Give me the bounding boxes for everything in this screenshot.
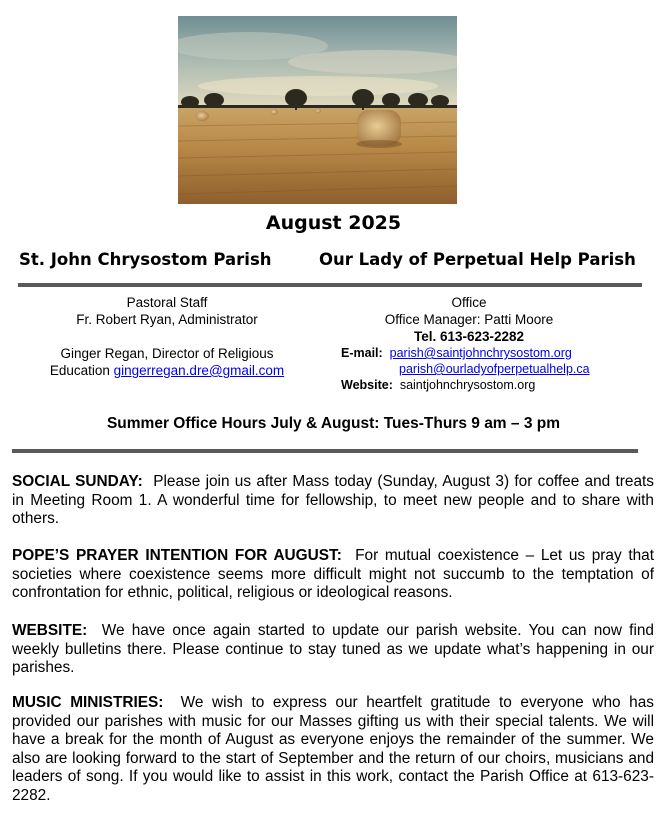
staff-dre-line2	[12, 362, 322, 379]
email-link-st-john[interactable]: parish@saintjohnchrysostom.org	[389, 346, 572, 360]
website-address: saintjohnchrysostom.org	[399, 378, 536, 392]
announcement-music-ministries	[12, 694, 654, 805]
office-block	[330, 294, 608, 345]
email-link-our-lady[interactable]: parish@ourladyofperpetualhelp.ca	[399, 362, 590, 376]
website-label: Website:	[341, 378, 393, 392]
announcement-title: POPE’S PRAYER INTENTION FOR AUGUST:	[12, 547, 342, 564]
bulletin-month: August 2025	[265, 212, 402, 234]
spacer	[12, 328, 322, 345]
parish-name-st-john: St. John Chrysostom Parish	[19, 250, 272, 269]
announcement-title: WEBSITE:	[12, 622, 88, 639]
announcement-body: We have once again started to update our parish website. You can now find weekly bulletins there. Please continue to stay tuned as we update what’s happening in our parishes.	[12, 622, 654, 676]
announcement-website	[12, 622, 654, 678]
announcement-body: For mutual coexistence – Let us pray that societies where coexistence seems more difficult might not succumb to the temptation of confrontation for ethnic, political, religious or ideological reasons.	[12, 547, 654, 601]
announcement-popes-intention	[12, 547, 654, 603]
divider-bottom	[12, 449, 638, 453]
pastoral-staff-block	[12, 294, 322, 379]
dre-email-link[interactable]: gingerregan.dre@gmail.com	[113, 363, 285, 378]
staff-dre-title: Ginger Regan, Director of Religious	[60, 346, 274, 361]
announcement-title: SOCIAL SUNDAY:	[12, 473, 143, 490]
office-email-row-1	[341, 346, 572, 360]
summer-office-hours: Summer Office Hours July & August: Tues-Thurs 9 am – 3 pm	[106, 415, 561, 432]
announcement-body: Please join us after Mass today (Sunday, August 3) for coffee and treats in Meeting Room 1. A wonderful time for fellowship, to meet new people and to share with others.	[12, 473, 654, 527]
email-label: E-mail:	[341, 346, 383, 360]
staff-dre-prefix: Education	[49, 363, 114, 378]
office-email-row-2	[399, 362, 590, 376]
office-website-row	[341, 378, 535, 392]
hay-field-image	[178, 16, 457, 204]
announcement-title: MUSIC MINISTRIES:	[12, 694, 164, 711]
divider-top	[18, 283, 642, 287]
staff-administrator: Fr. Robert Ryan, Administrator	[76, 312, 258, 327]
parish-name-our-lady: Our Lady of Perpetual Help Parish	[319, 250, 636, 269]
office-heading: Office	[451, 295, 487, 310]
announcement-body: We wish to express our heartfelt gratitude to everyone who has provided our parishes with music for our Masses gifting us with their special talents. We will have a break for the month of August as everyone enjoys the remainder of the summer. We also are looking forward to the start of September and the return of our choirs, musicians and leaders of song. If you would like to assist in this work, contact the Parish Office at 613-623-2282.	[12, 694, 654, 804]
announcement-social-sunday	[12, 473, 654, 529]
office-manager: Office Manager: Patti Moore	[384, 312, 554, 327]
office-telephone: Tel. 613-623-2282	[413, 329, 525, 344]
staff-heading: Pastoral Staff	[126, 295, 208, 310]
